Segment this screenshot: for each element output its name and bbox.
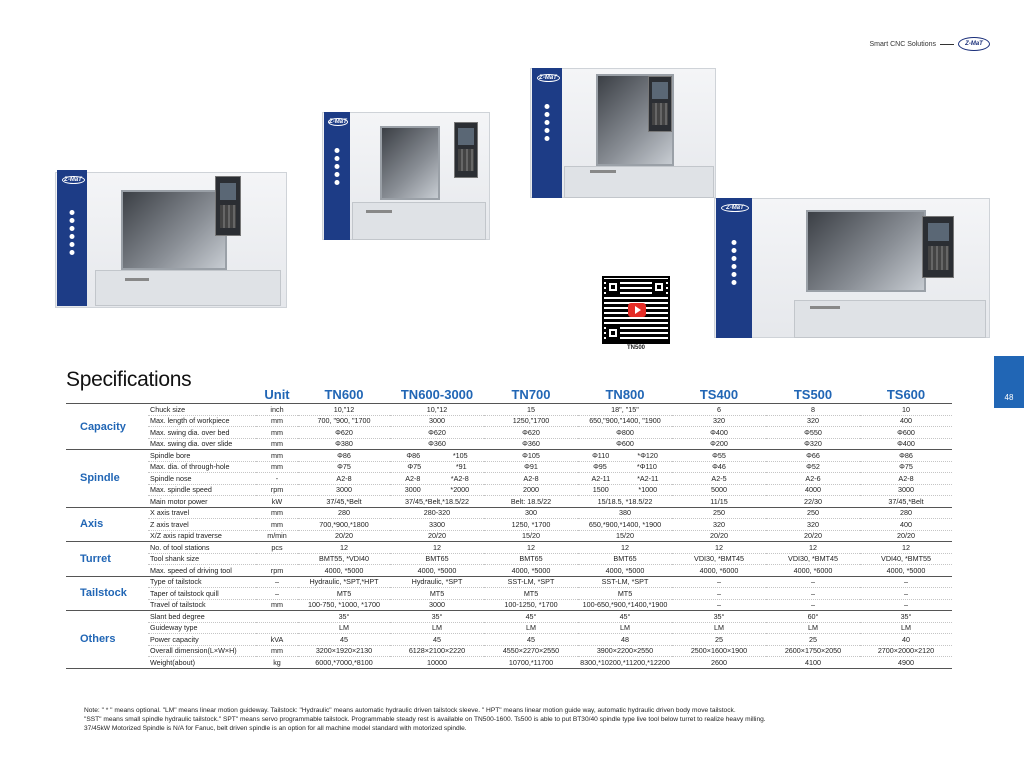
spec-value: 45 (390, 634, 484, 646)
spec-value: LM (390, 622, 484, 634)
spec-value: 37/45,*Belt (860, 496, 952, 508)
spec-value: 3000 (860, 484, 952, 496)
spec-value: LM (484, 622, 578, 634)
spec-value: 45 (484, 634, 578, 646)
spec-value: 18", "15" (578, 404, 672, 416)
spec-value: A2-8 (298, 473, 390, 485)
spec-item-label: Overall dimension(L×W×H) (148, 645, 256, 657)
spec-value-part: Φ95 (593, 462, 607, 472)
spec-value: Φ86 (298, 450, 390, 462)
spec-row (66, 553, 952, 565)
spec-value: Φ620 (484, 427, 578, 439)
spec-value: LM (578, 622, 672, 634)
spec-value: 12 (672, 542, 766, 554)
spec-row (66, 565, 952, 577)
spec-value: 2600×1750×2050 (766, 645, 860, 657)
spec-value: Φ46 (672, 461, 766, 473)
spec-row (66, 645, 952, 657)
spec-value: 20/20 (672, 530, 766, 542)
spec-value: 4550×2270×2550 (484, 645, 578, 657)
spec-value: 280 (298, 507, 390, 519)
spec-value: Hydraulic, *SPT,*HPT (298, 576, 390, 588)
machine-logo: Z-MaT (721, 204, 748, 212)
spec-value: 250 (672, 507, 766, 519)
page-number: 48 (1004, 393, 1014, 402)
spec-value: 4000, *5000 (860, 565, 952, 577)
spec-row (66, 473, 952, 485)
spec-item-label: Taper of tailstock quill (148, 588, 256, 600)
spec-value-part: 1500 (592, 485, 609, 495)
spec-value: 650,*900,*1400, *1900 (578, 519, 672, 531)
spec-value: VDI30, *BMT45 (672, 553, 766, 565)
spec-unit (256, 553, 298, 565)
spec-value-part: A2-11 (591, 473, 611, 483)
spec-item-label: Weight(about) (148, 657, 256, 669)
spec-row (66, 461, 952, 473)
spec-unit: – (256, 588, 298, 600)
spec-value: – (860, 576, 952, 588)
qr-caption: TN500 (626, 345, 645, 351)
spec-unit: mm (256, 645, 298, 657)
spec-value: Φ66 (766, 450, 860, 462)
spec-value: 1250,"1700 (484, 415, 578, 427)
spec-item-label: Max. swing dia. over slide (148, 438, 256, 450)
spec-row (66, 622, 952, 634)
spec-value: 100-750, *1000, *1700 (298, 599, 390, 611)
spec-value: Φ55 (672, 450, 766, 462)
spec-item-label: X/Z axis rapid traverse (148, 530, 256, 542)
machine-image-3 (530, 62, 716, 200)
spec-value: 20/20 (298, 530, 390, 542)
spec-value: – (766, 588, 860, 600)
spec-value: Φ75 (860, 461, 952, 473)
spec-value: Φ320 (766, 438, 860, 450)
spec-value: LM (672, 622, 766, 634)
spec-value: Φ360 (484, 438, 578, 450)
spec-item-label: Guideway type (148, 622, 256, 634)
note-line: "SST" means small spindle hydraulic tailstock." SPT" means servo programmable tailstock. Programmable steady rest is available on TN500-1600. Ts500 is able to put BT30/40 spindle type live tool below turret to realize heavy milling. (84, 716, 766, 723)
spec-item-label: Max. speed of driving tool (148, 565, 256, 577)
spec-value: 10700,*11700 (484, 657, 578, 669)
spec-value: – (860, 588, 952, 600)
spec-value: 4000, *5000 (390, 565, 484, 577)
spec-value: 250 (766, 507, 860, 519)
machine-base (564, 166, 714, 198)
spec-value (390, 473, 484, 485)
spec-value-part: *1000 (638, 485, 658, 495)
spec-value: 40 (860, 634, 952, 646)
spec-value: Belt: 18.5/22 (484, 496, 578, 508)
spec-value: Φ400 (860, 438, 952, 450)
spec-value-part: *A2-8 (450, 473, 469, 483)
spec-unit: pcs (256, 542, 298, 554)
spec-value: 11/15 (672, 496, 766, 508)
spec-unit: rpm (256, 484, 298, 496)
spec-value-part: *105 (452, 450, 468, 460)
spec-row (66, 507, 952, 519)
spec-value: Φ91 (484, 461, 578, 473)
spec-value: Φ75 (298, 461, 390, 473)
spec-value: A2-8 (484, 473, 578, 485)
spec-unit: m/min (256, 530, 298, 542)
model-header: TN700 (484, 385, 578, 404)
spec-value: LM (860, 622, 952, 634)
machine-logo: Z-MaT (62, 176, 85, 184)
spec-value: 35° (860, 611, 952, 623)
model-header: TN600-3000 (390, 385, 484, 404)
spec-value: 8300,*10200,*11200,*12200 (578, 657, 672, 669)
brand-logo: Z-MaT (958, 37, 990, 51)
spec-unit: kg (256, 657, 298, 669)
spec-value: 35° (390, 611, 484, 623)
spec-value: 2600 (672, 657, 766, 669)
spec-value: 280 (860, 507, 952, 519)
machine-logo: Z-MaT (537, 74, 560, 82)
spec-value: 37/45,*Belt,*18.5/22 (390, 496, 484, 508)
spec-value: 15/20 (484, 530, 578, 542)
spec-item-label: Slant bed degree (148, 611, 256, 623)
spec-value-part: *91 (455, 462, 467, 472)
model-header: TS600 (860, 385, 952, 404)
spec-value: VDI30, *BMT45 (766, 553, 860, 565)
spec-unit: mm (256, 519, 298, 531)
spec-value (578, 473, 672, 485)
spec-value: 20/20 (766, 530, 860, 542)
spec-value: 22/30 (766, 496, 860, 508)
model-header: TN600 (298, 385, 390, 404)
spec-item-label: Z axis travel (148, 519, 256, 531)
spec-value: Φ800 (578, 427, 672, 439)
spec-row (66, 542, 952, 554)
spec-value: 20/20 (860, 530, 952, 542)
video-play-icon (628, 303, 646, 317)
spec-unit (256, 611, 298, 623)
spec-unit: – (256, 576, 298, 588)
spec-value: 10,"12 (390, 404, 484, 416)
spec-item-label: Max. swing dia. over bed (148, 427, 256, 439)
spec-value: 400 (860, 519, 952, 531)
spec-value: Φ200 (672, 438, 766, 450)
spec-group-label: Axis (66, 507, 148, 542)
spec-value: MT5 (484, 588, 578, 600)
machine-image-2 (322, 106, 490, 241)
spec-group-label: Spindle (66, 450, 148, 508)
machine-control-panel (215, 176, 241, 236)
model-header: TN800 (578, 385, 672, 404)
spec-value-part: Φ75 (407, 462, 422, 472)
machine-base (95, 270, 281, 306)
spec-value: Φ550 (766, 427, 860, 439)
brand-tagline: Smart CNC Solutions (869, 40, 936, 48)
spec-group-label: Tailstock (66, 576, 148, 611)
spec-value: 45° (484, 611, 578, 623)
spec-value: 12 (484, 542, 578, 554)
spec-value: 10,"12 (298, 404, 390, 416)
spec-value: 320 (672, 519, 766, 531)
spec-value: 12 (298, 542, 390, 554)
spec-value: MT5 (390, 588, 484, 600)
spec-value: 280-320 (390, 507, 484, 519)
spec-row (66, 576, 952, 588)
spec-value: 320 (672, 415, 766, 427)
spec-value: 6128×2100×2220 (390, 645, 484, 657)
spec-row (66, 530, 952, 542)
spec-row (66, 599, 952, 611)
machine-image-4 (714, 196, 990, 342)
spec-value: 380 (578, 507, 672, 519)
spec-value: Hydraulic, *SPT (390, 576, 484, 588)
spec-row (66, 415, 952, 427)
spec-table (66, 385, 952, 669)
spec-row (66, 657, 952, 669)
spec-value: 3300 (390, 519, 484, 531)
spec-value: 12 (860, 542, 952, 554)
machine-window (806, 210, 926, 292)
spec-value: MT5 (578, 588, 672, 600)
spec-value: 300 (484, 507, 578, 519)
spec-value: 700,*900,*1800 (298, 519, 390, 531)
spec-value: 320 (766, 519, 860, 531)
spec-unit: - (256, 473, 298, 485)
spec-item-label: Max. dia. of through-hole (148, 461, 256, 473)
model-header: TS500 (766, 385, 860, 404)
machine-image-1 (55, 158, 287, 308)
spec-item-label: Type of tailstock (148, 576, 256, 588)
spec-row (66, 496, 952, 508)
spec-value: – (766, 576, 860, 588)
spec-value-part: *2000 (450, 485, 470, 495)
spec-value: 4900 (860, 657, 952, 669)
spec-unit: mm (256, 507, 298, 519)
spec-value: 4000, *5000 (298, 565, 390, 577)
spec-item-label: Power capacity (148, 634, 256, 646)
spec-value: BMT55, *VDI40 (298, 553, 390, 565)
machine-side-panel (324, 112, 350, 240)
spec-value: 700, "900, "1700 (298, 415, 390, 427)
spec-value: 650,"900,"1400, "1900 (578, 415, 672, 427)
spec-value: 4000 (766, 484, 860, 496)
spec-value: 20/20 (390, 530, 484, 542)
spec-unit: inch (256, 404, 298, 416)
spec-item-label: Main motor power (148, 496, 256, 508)
spec-value: SST-LM, *SPT (578, 576, 672, 588)
spec-unit: mm (256, 427, 298, 439)
spec-item-label: Max. length of workpiece (148, 415, 256, 427)
spec-value: – (672, 576, 766, 588)
spec-value: 2000 (484, 484, 578, 496)
spec-row (66, 634, 952, 646)
spec-value: 35° (672, 611, 766, 623)
spec-value: SST-LM, *SPT (484, 576, 578, 588)
qr-code[interactable] (602, 276, 670, 344)
spec-value: 3200×1920×2130 (298, 645, 390, 657)
spec-value: LM (766, 622, 860, 634)
spec-unit: kVA (256, 634, 298, 646)
spec-value: 400 (860, 415, 952, 427)
spec-value: A2-5 (672, 473, 766, 485)
brand-dash (940, 44, 954, 45)
spec-value: – (672, 599, 766, 611)
spec-group-label: Turret (66, 542, 148, 577)
spec-row (66, 438, 952, 450)
note-line: 37/45kW Motorized Spindle is N/A for Fanuc, belt driven spindle is an option for all machine model standard with motorized spindle. (84, 725, 467, 732)
spec-value: Φ52 (766, 461, 860, 473)
spec-value: 48 (578, 634, 672, 646)
spec-value-part: *A2-11 (637, 473, 659, 483)
spec-value: Φ600 (578, 438, 672, 450)
spec-value: LM (298, 622, 390, 634)
spec-row (66, 404, 952, 416)
spec-value (390, 461, 484, 473)
spec-value: 15/18.5, *18.5/22 (578, 496, 672, 508)
spec-unit: mm (256, 461, 298, 473)
spec-value: 25 (766, 634, 860, 646)
machine-control-panel (454, 122, 478, 178)
spec-group-label: Others (66, 611, 148, 669)
spec-item-label: Travel of tailstock (148, 599, 256, 611)
notes (84, 706, 904, 733)
spec-value: 15 (484, 404, 578, 416)
machine-window (121, 190, 227, 270)
spec-value: 15/20 (578, 530, 672, 542)
spec-value-part: *Φ110 (636, 462, 657, 472)
spec-value: Φ620 (390, 427, 484, 439)
machine-side-panel (716, 198, 752, 338)
spec-unit: mm (256, 415, 298, 427)
spec-row (66, 427, 952, 439)
spec-value (390, 450, 484, 462)
spec-value: 2700×2000×2120 (860, 645, 952, 657)
spec-value: BMT65 (484, 553, 578, 565)
machine-control-panel (648, 76, 672, 132)
spec-value-part: Φ110 (592, 450, 610, 460)
spec-item-label: Chuck size (148, 404, 256, 416)
spec-value: 25 (672, 634, 766, 646)
spec-value: 10000 (390, 657, 484, 669)
spec-unit: kW (256, 496, 298, 508)
spec-group-label: Capacity (66, 404, 148, 450)
spec-value: BMT65 (578, 553, 672, 565)
spec-unit (256, 622, 298, 634)
spec-value: 10 (860, 404, 952, 416)
spec-value: 3000 (390, 599, 484, 611)
spec-value-part: *Φ120 (637, 450, 658, 460)
spec-value: – (860, 599, 952, 611)
page-number-tab (994, 356, 1024, 408)
machine-window (380, 126, 440, 200)
spec-value: Φ105 (484, 450, 578, 462)
spec-value: 4000, *5000 (578, 565, 672, 577)
spec-value: 12 (578, 542, 672, 554)
spec-item-label: Max. spindle speed (148, 484, 256, 496)
spec-item-label: Tool shank size (148, 553, 256, 565)
spec-value (578, 461, 672, 473)
spec-value: 8 (766, 404, 860, 416)
spec-value: 12 (390, 542, 484, 554)
spec-value-part: 3000 (404, 485, 421, 495)
spec-value: 37/45,*Belt (298, 496, 390, 508)
spec-value: 5000 (672, 484, 766, 496)
spec-item-label: X axis travel (148, 507, 256, 519)
spec-value: Φ400 (672, 427, 766, 439)
spec-value: Φ600 (860, 427, 952, 439)
spec-value: – (766, 599, 860, 611)
machine-base (352, 202, 486, 240)
spec-value: – (672, 588, 766, 600)
spec-value-part: Φ86 (406, 450, 421, 460)
spec-value: BMT65 (390, 553, 484, 565)
machine-side-panel (57, 170, 87, 306)
spec-value: 3000 (390, 415, 484, 427)
spec-value: Φ380 (298, 438, 390, 450)
unit-header: Unit (256, 385, 298, 404)
spec-row (66, 519, 952, 531)
machine-control-panel (922, 216, 954, 278)
spec-value: 45 (298, 634, 390, 646)
spec-value: Φ620 (298, 427, 390, 439)
spec-value: 6000,*7000,*8100 (298, 657, 390, 669)
spec-value: 320 (766, 415, 860, 427)
spec-value: 45° (578, 611, 672, 623)
spec-value: 100-1250, *1700 (484, 599, 578, 611)
spec-row (66, 588, 952, 600)
spec-item-label: Spindle nose (148, 473, 256, 485)
spec-value (390, 484, 484, 496)
spec-value: 4000, *6000 (672, 565, 766, 577)
spec-value: A2-8 (860, 473, 952, 485)
spec-value: 35° (298, 611, 390, 623)
spec-value: 2500×1600×1900 (672, 645, 766, 657)
note-line: Note: " * " means optional. "LM" means linear motion guideway. Tailstock: "Hydraulic" means automatic hydraulic driven tailstock sleeve. " HPT" means linear motion guide way, automatic hydraulic driven body move tailstock. (84, 707, 736, 714)
model-header: TS400 (672, 385, 766, 404)
spec-value: 60° (766, 611, 860, 623)
spec-value: A2-6 (766, 473, 860, 485)
spec-item-label: No. of tool stations (148, 542, 256, 554)
spec-row (66, 611, 952, 623)
spec-unit: rpm (256, 565, 298, 577)
spec-value: Φ86 (860, 450, 952, 462)
spec-value: 3900×2200×2550 (578, 645, 672, 657)
machine-logo: Z-MaT (329, 119, 347, 125)
spec-value: 4100 (766, 657, 860, 669)
spec-unit: mm (256, 450, 298, 462)
spec-value: 6 (672, 404, 766, 416)
spec-row (66, 484, 952, 496)
spec-value (578, 450, 672, 462)
spec-value: 4000, *5000 (484, 565, 578, 577)
spec-item-label: Spindle bore (148, 450, 256, 462)
spec-value: MT5 (298, 588, 390, 600)
spec-value (578, 484, 672, 496)
spec-value: 3000 (298, 484, 390, 496)
spec-value: VDI40, *BMT55 (860, 553, 952, 565)
spec-value-part: A2-8 (405, 473, 421, 483)
machine-side-panel (532, 68, 562, 198)
spec-value: 1250, *1700 (484, 519, 578, 531)
brand-header (869, 37, 990, 51)
spec-title: Specifications (66, 368, 192, 391)
spec-value: 4000, *6000 (766, 565, 860, 577)
spec-unit: mm (256, 599, 298, 611)
spec-unit: mm (256, 438, 298, 450)
spec-row (66, 450, 952, 462)
spec-value: Φ360 (390, 438, 484, 450)
spec-value: 12 (766, 542, 860, 554)
spec-value: 100-650,*900,*1400,*1900 (578, 599, 672, 611)
spec-header-row (66, 385, 952, 404)
